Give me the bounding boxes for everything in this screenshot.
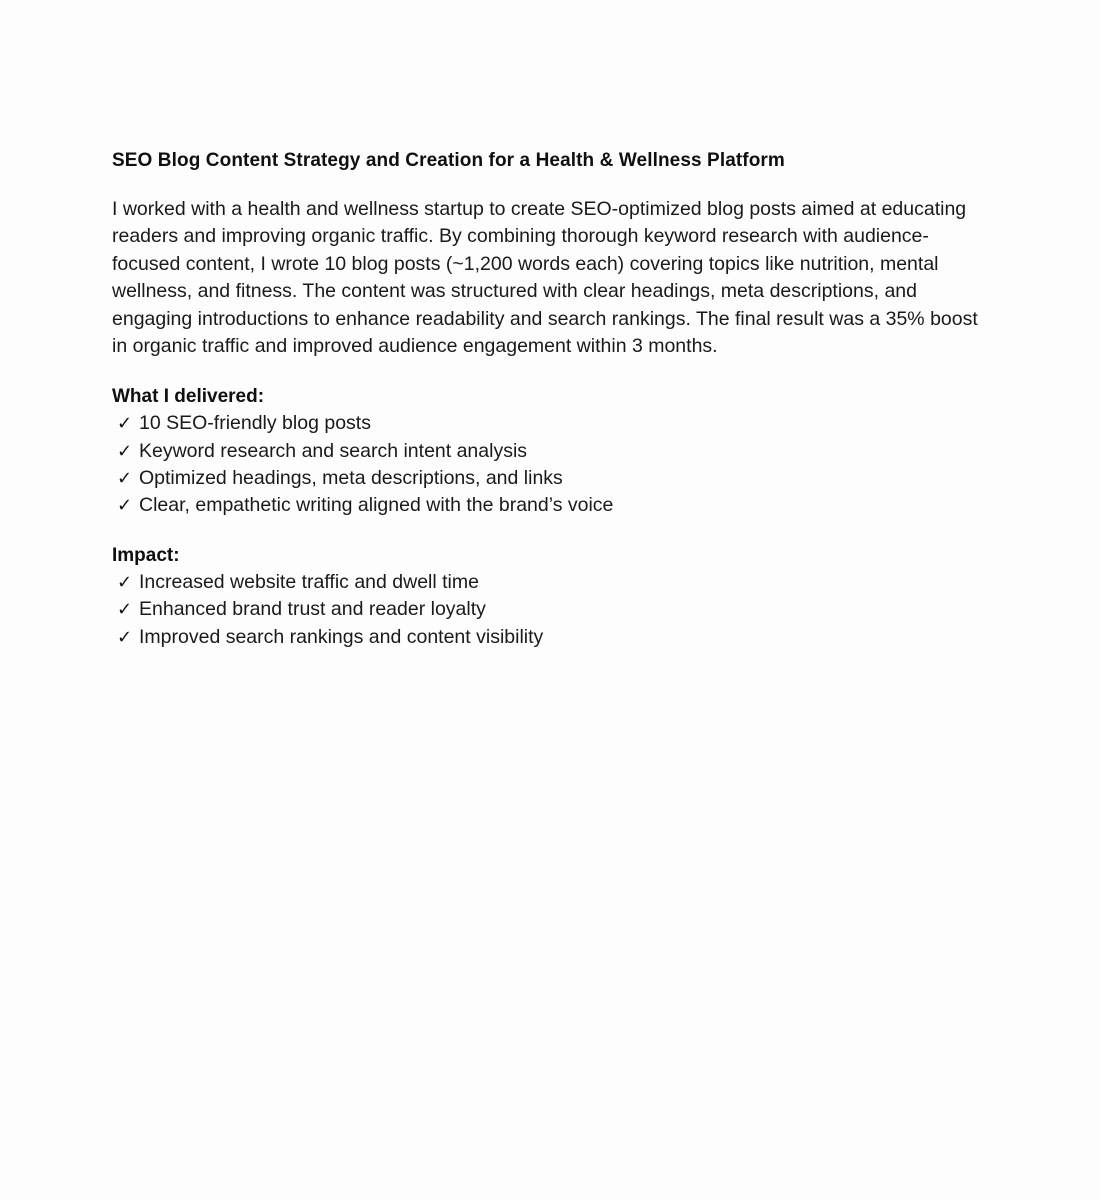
list-item bbox=[112, 465, 992, 492]
impact-heading: Impact: bbox=[112, 545, 180, 567]
list-item bbox=[112, 624, 992, 651]
document-title: SEO Blog Content Strategy and Creation for a Health & Wellness Platform bbox=[112, 150, 785, 171]
check-icon: ✓ bbox=[117, 599, 133, 621]
check-icon: ✓ bbox=[117, 467, 133, 489]
list-item-text: Optimized headings, meta descriptions, and links bbox=[139, 466, 563, 489]
list-item bbox=[112, 492, 992, 519]
list-item bbox=[112, 410, 992, 437]
list-item-text: Increased website traffic and dwell time bbox=[139, 571, 479, 594]
check-icon: ✓ bbox=[117, 626, 133, 648]
list-item bbox=[112, 438, 992, 465]
list-item bbox=[112, 569, 992, 596]
check-icon: ✓ bbox=[117, 413, 133, 435]
check-icon: ✓ bbox=[117, 572, 133, 594]
check-icon: ✓ bbox=[117, 440, 133, 462]
impact-section bbox=[112, 542, 992, 651]
list-item-text: Keyword research and search intent analysis bbox=[139, 439, 528, 462]
intro-paragraph: I worked with a health and wellness startup to create SEO-optimized blog posts aimed at educating readers and improving organic traffic. By combining thorough keyword research with audience-focused content, I wrote 10 blog posts (~1,200 words each) covering topics like nutrition, mental wellness, and fitness. The content was structured with clear headings, meta descriptions, and engaging introductions to enhance readability and search rankings. The final result was a 35% boost in organic traffic and improved audience engagement within 3 months. bbox=[112, 198, 978, 358]
document bbox=[112, 148, 992, 651]
list-item-text: Improved search rankings and content visibility bbox=[139, 625, 544, 648]
deliverables-section bbox=[112, 383, 992, 519]
list-item-text: Enhanced brand trust and reader loyalty bbox=[139, 598, 486, 621]
deliverables-list bbox=[112, 410, 992, 519]
list-item-text: 10 SEO-friendly blog posts bbox=[139, 412, 371, 435]
list-item bbox=[112, 596, 992, 623]
list-item-text: Clear, empathetic writing aligned with the brand’s voice bbox=[139, 494, 614, 517]
check-icon: ✓ bbox=[117, 495, 133, 517]
impact-list bbox=[112, 569, 992, 651]
deliverables-heading: What I delivered: bbox=[112, 386, 265, 408]
